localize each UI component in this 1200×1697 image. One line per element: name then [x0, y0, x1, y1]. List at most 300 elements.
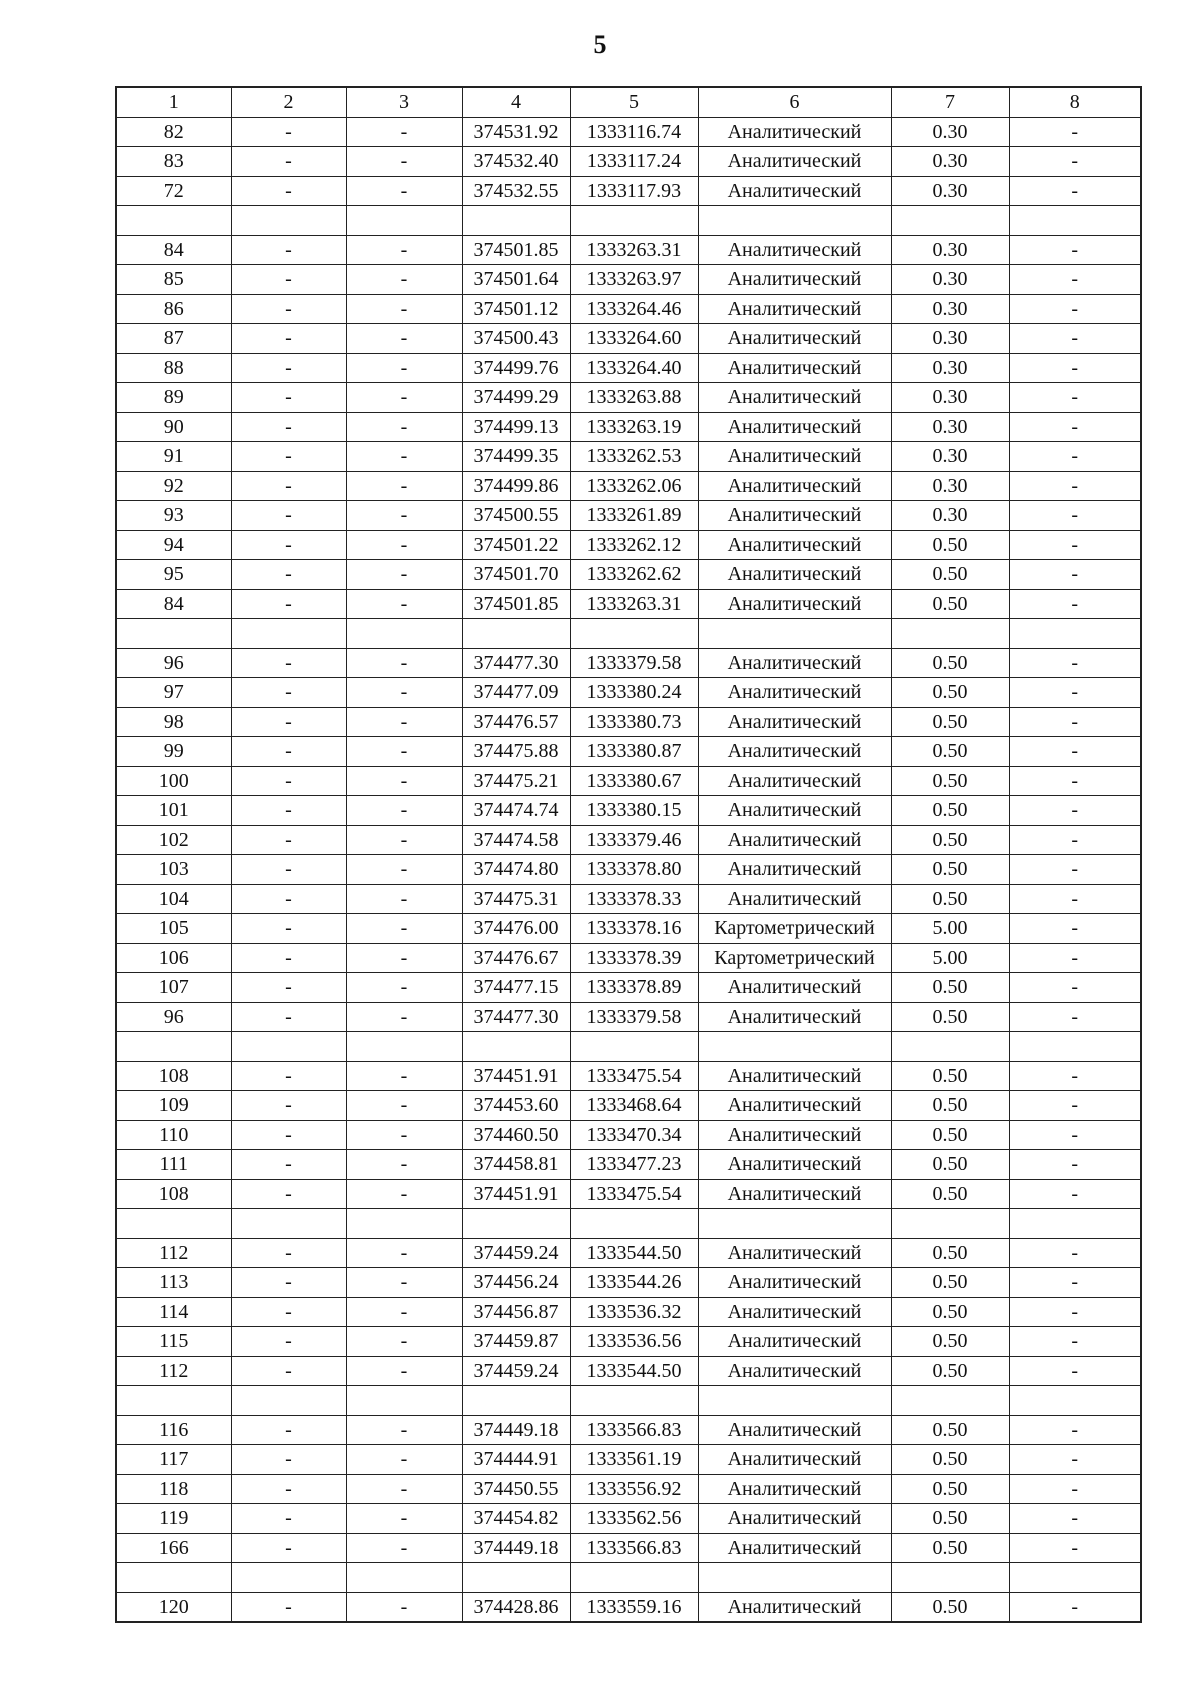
cell-coord-y: 1333262.12: [570, 530, 698, 560]
cell-col-2: [231, 1386, 346, 1416]
cell-point-number: 96: [116, 1002, 231, 1032]
cell-col-8: -: [1009, 943, 1141, 973]
cell-col-3: -: [346, 884, 462, 914]
cell-col-2: -: [231, 796, 346, 826]
cell-point-number: 103: [116, 855, 231, 885]
cell-coord-x: 374499.13: [462, 412, 570, 442]
cell-method: Аналитический: [698, 1445, 891, 1475]
cell-accuracy: 0.50: [891, 1150, 1009, 1180]
cell-col-8: -: [1009, 471, 1141, 501]
cell-coord-y: 1333566.83: [570, 1415, 698, 1445]
cell-accuracy: 0.50: [891, 1297, 1009, 1327]
cell-col-3: -: [346, 294, 462, 324]
cell-point-number: 95: [116, 560, 231, 590]
table-row: [116, 737, 1141, 767]
table-row: [116, 1091, 1141, 1121]
header-row: [116, 87, 1141, 117]
cell-method: Аналитический: [698, 884, 891, 914]
cell-col-2: -: [231, 176, 346, 206]
cell-col-2: -: [231, 442, 346, 472]
cell-point-number: 93: [116, 501, 231, 531]
cell-col-2: -: [231, 1327, 346, 1357]
cell-point-number: 115: [116, 1327, 231, 1357]
cell-col-8: -: [1009, 1533, 1141, 1563]
cell-col-3: -: [346, 707, 462, 737]
table-row: [116, 678, 1141, 708]
cell-col-3: -: [346, 973, 462, 1003]
cell-coord-y: 1333117.93: [570, 176, 698, 206]
cell-point-number: 101: [116, 796, 231, 826]
cell-coord-x: 374456.87: [462, 1297, 570, 1327]
cell-coord-x: 374501.70: [462, 560, 570, 590]
cell-col-8: -: [1009, 530, 1141, 560]
table-row: [116, 471, 1141, 501]
cell-coord-x: [462, 206, 570, 236]
cell-coord-y: [570, 206, 698, 236]
cell-accuracy: 0.50: [891, 648, 1009, 678]
cell-coord-y: 1333536.32: [570, 1297, 698, 1327]
cell-point-number: 110: [116, 1120, 231, 1150]
cell-accuracy: 0.50: [891, 707, 1009, 737]
separator-row: [116, 206, 1141, 236]
cell-col-2: -: [231, 678, 346, 708]
cell-accuracy: 0.50: [891, 1238, 1009, 1268]
column-header-3: 3: [346, 87, 462, 117]
cell-method: Аналитический: [698, 560, 891, 590]
cell-accuracy: 0.30: [891, 383, 1009, 413]
cell-col-3: [346, 1563, 462, 1593]
cell-point-number: 119: [116, 1504, 231, 1534]
cell-coord-x: 374454.82: [462, 1504, 570, 1534]
cell-col-8: -: [1009, 1179, 1141, 1209]
cell-coord-x: 374451.91: [462, 1179, 570, 1209]
cell-coord-y: 1333264.46: [570, 294, 698, 324]
cell-point-number: 91: [116, 442, 231, 472]
cell-coord-x: 374474.58: [462, 825, 570, 855]
cell-col-8: -: [1009, 353, 1141, 383]
cell-col-3: -: [346, 914, 462, 944]
cell-point-number: 105: [116, 914, 231, 944]
table-row: [116, 1533, 1141, 1563]
cell-col-3: -: [346, 176, 462, 206]
cell-accuracy: 0.30: [891, 294, 1009, 324]
cell-col-2: -: [231, 501, 346, 531]
cell-method: Аналитический: [698, 1415, 891, 1445]
cell-col-2: [231, 619, 346, 649]
cell-col-8: -: [1009, 855, 1141, 885]
cell-accuracy: 0.50: [891, 1179, 1009, 1209]
cell-method: Аналитический: [698, 973, 891, 1003]
cell-coord-x: 374500.55: [462, 501, 570, 531]
cell-coord-y: 1333379.58: [570, 1002, 698, 1032]
cell-col-2: -: [231, 1120, 346, 1150]
table-row: [116, 1327, 1141, 1357]
cell-coord-x: 374444.91: [462, 1445, 570, 1475]
cell-coord-y: 1333380.15: [570, 796, 698, 826]
cell-method: Аналитический: [698, 442, 891, 472]
table-row: [116, 1592, 1141, 1622]
cell-method: Аналитический: [698, 1268, 891, 1298]
table-row: [116, 766, 1141, 796]
cell-coord-y: 1333262.62: [570, 560, 698, 590]
cell-point-number: 84: [116, 589, 231, 619]
cell-coord-x: 374475.88: [462, 737, 570, 767]
cell-col-8: [1009, 206, 1141, 236]
cell-point-number: 113: [116, 1268, 231, 1298]
cell-col-8: -: [1009, 294, 1141, 324]
cell-coord-x: 374450.55: [462, 1474, 570, 1504]
table-row: [116, 176, 1141, 206]
cell-col-2: -: [231, 294, 346, 324]
cell-coord-y: 1333562.56: [570, 1504, 698, 1534]
cell-col-3: -: [346, 324, 462, 354]
cell-coord-x: 374475.31: [462, 884, 570, 914]
cell-coord-y: 1333380.73: [570, 707, 698, 737]
cell-coord-x: 374501.22: [462, 530, 570, 560]
cell-col-2: -: [231, 943, 346, 973]
cell-col-8: [1009, 619, 1141, 649]
cell-col-3: -: [346, 1150, 462, 1180]
cell-col-2: -: [231, 737, 346, 767]
cell-col-3: -: [346, 530, 462, 560]
cell-col-8: -: [1009, 1150, 1141, 1180]
cell-coord-x: 374476.67: [462, 943, 570, 973]
table-row: [116, 235, 1141, 265]
cell-point-number: 86: [116, 294, 231, 324]
cell-col-2: -: [231, 1533, 346, 1563]
cell-method: Аналитический: [698, 766, 891, 796]
cell-method: Аналитический: [698, 383, 891, 413]
cell-method: [698, 206, 891, 236]
cell-coord-y: 1333263.97: [570, 265, 698, 295]
cell-coord-x: 374501.85: [462, 235, 570, 265]
cell-col-2: -: [231, 1474, 346, 1504]
table-row: [116, 1238, 1141, 1268]
cell-col-2: -: [231, 1356, 346, 1386]
cell-col-2: -: [231, 973, 346, 1003]
cell-point-number: 118: [116, 1474, 231, 1504]
cell-point-number: 114: [116, 1297, 231, 1327]
cell-col-8: -: [1009, 1592, 1141, 1622]
cell-point-number: 120: [116, 1592, 231, 1622]
cell-col-2: -: [231, 766, 346, 796]
cell-col-8: -: [1009, 1238, 1141, 1268]
cell-col-3: -: [346, 412, 462, 442]
cell-accuracy: 0.50: [891, 589, 1009, 619]
cell-accuracy: 0.50: [891, 737, 1009, 767]
cell-col-2: -: [231, 1238, 346, 1268]
cell-col-8: -: [1009, 678, 1141, 708]
cell-coord-y: 1333262.53: [570, 442, 698, 472]
cell-accuracy: 0.30: [891, 353, 1009, 383]
cell-col-8: -: [1009, 117, 1141, 147]
cell-coord-y: 1333380.87: [570, 737, 698, 767]
cell-method: Картометрический: [698, 914, 891, 944]
cell-col-3: [346, 1032, 462, 1062]
cell-col-3: -: [346, 1415, 462, 1445]
cell-point-number: 89: [116, 383, 231, 413]
cell-point-number: 96: [116, 648, 231, 678]
cell-coord-x: 374477.15: [462, 973, 570, 1003]
cell-col-2: [231, 1563, 346, 1593]
cell-method: Аналитический: [698, 678, 891, 708]
cell-col-3: -: [346, 1356, 462, 1386]
cell-col-8: -: [1009, 383, 1141, 413]
cell-col-2: -: [231, 383, 346, 413]
cell-accuracy: 0.50: [891, 560, 1009, 590]
cell-col-3: -: [346, 589, 462, 619]
cell-col-3: -: [346, 471, 462, 501]
cell-method: [698, 1386, 891, 1416]
cell-coord-x: 374532.55: [462, 176, 570, 206]
table-row: [116, 973, 1141, 1003]
cell-coord-x: 374449.18: [462, 1415, 570, 1445]
table-row: [116, 1268, 1141, 1298]
table-row: [116, 1356, 1141, 1386]
cell-col-2: [231, 206, 346, 236]
cell-col-3: -: [346, 737, 462, 767]
cell-col-3: -: [346, 1327, 462, 1357]
cell-coord-y: 1333379.58: [570, 648, 698, 678]
cell-col-3: -: [346, 560, 462, 590]
cell-col-3: -: [346, 235, 462, 265]
cell-col-8: -: [1009, 265, 1141, 295]
cell-col-3: -: [346, 855, 462, 885]
cell-col-8: -: [1009, 1002, 1141, 1032]
table-row: [116, 1504, 1141, 1534]
cell-method: Аналитический: [698, 855, 891, 885]
cell-method: Аналитический: [698, 1592, 891, 1622]
cell-point-number: 104: [116, 884, 231, 914]
cell-point-number: 94: [116, 530, 231, 560]
table-row: [116, 825, 1141, 855]
cell-coord-y: 1333561.19: [570, 1445, 698, 1475]
cell-col-2: -: [231, 1592, 346, 1622]
cell-method: Аналитический: [698, 1356, 891, 1386]
table-row: [116, 1002, 1141, 1032]
cell-point-number: 92: [116, 471, 231, 501]
cell-col-8: -: [1009, 914, 1141, 944]
cell-coord-y: 1333544.26: [570, 1268, 698, 1298]
cell-coord-y: 1333379.46: [570, 825, 698, 855]
cell-accuracy: 0.30: [891, 235, 1009, 265]
cell-coord-x: 374474.74: [462, 796, 570, 826]
cell-accuracy: [891, 1209, 1009, 1239]
cell-method: Аналитический: [698, 1474, 891, 1504]
cell-accuracy: [891, 619, 1009, 649]
cell-accuracy: 0.50: [891, 796, 1009, 826]
cell-coord-x: 374449.18: [462, 1533, 570, 1563]
cell-col-2: -: [231, 707, 346, 737]
cell-method: Аналитический: [698, 589, 891, 619]
cell-point-number: [116, 206, 231, 236]
cell-accuracy: 0.50: [891, 678, 1009, 708]
cell-coord-x: 374500.43: [462, 324, 570, 354]
column-header-2: 2: [231, 87, 346, 117]
cell-col-8: -: [1009, 1445, 1141, 1475]
table-row: [116, 1179, 1141, 1209]
cell-col-2: -: [231, 1415, 346, 1445]
cell-accuracy: 0.50: [891, 855, 1009, 885]
cell-col-2: -: [231, 560, 346, 590]
cell-accuracy: [891, 1563, 1009, 1593]
cell-coord-y: 1333477.23: [570, 1150, 698, 1180]
cell-accuracy: 0.50: [891, 1445, 1009, 1475]
column-header-4: 4: [462, 87, 570, 117]
column-header-1: 1: [116, 87, 231, 117]
cell-col-8: -: [1009, 442, 1141, 472]
cell-point-number: [116, 1032, 231, 1062]
cell-accuracy: 0.50: [891, 1474, 1009, 1504]
cell-col-2: -: [231, 825, 346, 855]
cell-coord-y: 1333544.50: [570, 1238, 698, 1268]
cell-point-number: 112: [116, 1238, 231, 1268]
cell-col-3: -: [346, 1445, 462, 1475]
cell-coord-x: [462, 619, 570, 649]
cell-coord-x: 374501.85: [462, 589, 570, 619]
cell-method: Аналитический: [698, 1150, 891, 1180]
cell-coord-y: 1333380.24: [570, 678, 698, 708]
cell-coord-x: 374499.35: [462, 442, 570, 472]
cell-col-2: -: [231, 117, 346, 147]
cell-method: Аналитический: [698, 1238, 891, 1268]
cell-col-3: -: [346, 1474, 462, 1504]
cell-method: Аналитический: [698, 1504, 891, 1534]
table-row: [116, 1445, 1141, 1475]
cell-point-number: [116, 619, 231, 649]
separator-row: [116, 619, 1141, 649]
cell-col-8: -: [1009, 1297, 1141, 1327]
cell-coord-y: 1333263.31: [570, 235, 698, 265]
cell-col-8: -: [1009, 1474, 1141, 1504]
cell-coord-y: 1333116.74: [570, 117, 698, 147]
cell-method: Аналитический: [698, 294, 891, 324]
cell-col-8: -: [1009, 501, 1141, 531]
cell-coord-x: 374458.81: [462, 1150, 570, 1180]
cell-coord-x: 374499.86: [462, 471, 570, 501]
table-row: [116, 560, 1141, 590]
cell-col-3: -: [346, 1061, 462, 1091]
cell-accuracy: 5.00: [891, 914, 1009, 944]
cell-method: Аналитический: [698, 648, 891, 678]
cell-col-8: -: [1009, 176, 1141, 206]
cell-coord-x: 374501.64: [462, 265, 570, 295]
table-row: [116, 884, 1141, 914]
cell-point-number: 83: [116, 147, 231, 177]
page-number: 5: [593, 30, 607, 59]
cell-col-3: [346, 1209, 462, 1239]
cell-coord-y: 1333468.64: [570, 1091, 698, 1121]
cell-coord-x: [462, 1209, 570, 1239]
cell-coord-y: 1333263.88: [570, 383, 698, 413]
cell-accuracy: 0.30: [891, 442, 1009, 472]
cell-col-3: -: [346, 648, 462, 678]
cell-coord-x: 374476.57: [462, 707, 570, 737]
cell-col-3: -: [346, 1533, 462, 1563]
cell-coord-y: 1333470.34: [570, 1120, 698, 1150]
cell-coord-x: 374499.76: [462, 353, 570, 383]
cell-col-3: -: [346, 442, 462, 472]
cell-coord-x: 374459.24: [462, 1356, 570, 1386]
cell-col-8: -: [1009, 648, 1141, 678]
table-row: [116, 589, 1141, 619]
cell-col-3: -: [346, 796, 462, 826]
cell-col-2: [231, 1209, 346, 1239]
cell-method: Аналитический: [698, 1061, 891, 1091]
cell-method: [698, 1209, 891, 1239]
cell-col-2: [231, 1032, 346, 1062]
cell-coord-y: 1333264.60: [570, 324, 698, 354]
cell-point-number: 100: [116, 766, 231, 796]
cell-col-2: -: [231, 648, 346, 678]
cell-col-8: -: [1009, 1504, 1141, 1534]
cell-col-2: -: [231, 589, 346, 619]
cell-point-number: [116, 1386, 231, 1416]
cell-col-3: [346, 619, 462, 649]
cell-col-8: [1009, 1563, 1141, 1593]
cell-col-2: -: [231, 1179, 346, 1209]
cell-method: Аналитический: [698, 501, 891, 531]
cell-col-3: -: [346, 117, 462, 147]
cell-coord-y: 1333536.56: [570, 1327, 698, 1357]
cell-point-number: 97: [116, 678, 231, 708]
cell-col-8: [1009, 1032, 1141, 1062]
cell-accuracy: [891, 1032, 1009, 1062]
cell-coord-x: 374456.24: [462, 1268, 570, 1298]
cell-coord-x: 374460.50: [462, 1120, 570, 1150]
cell-method: Аналитический: [698, 176, 891, 206]
cell-point-number: 84: [116, 235, 231, 265]
cell-coord-x: 374459.87: [462, 1327, 570, 1357]
cell-method: Аналитический: [698, 235, 891, 265]
cell-accuracy: 0.30: [891, 265, 1009, 295]
table-row: [116, 147, 1141, 177]
cell-method: Аналитический: [698, 147, 891, 177]
cell-accuracy: 0.50: [891, 530, 1009, 560]
table-row: [116, 412, 1141, 442]
cell-method: Аналитический: [698, 1327, 891, 1357]
cell-coord-y: 1333380.67: [570, 766, 698, 796]
cell-coord-x: 374499.29: [462, 383, 570, 413]
table-row: [116, 1120, 1141, 1150]
cell-coord-y: 1333378.80: [570, 855, 698, 885]
cell-coord-y: 1333378.16: [570, 914, 698, 944]
cell-point-number: 116: [116, 1415, 231, 1445]
cell-col-2: -: [231, 1297, 346, 1327]
table-row: [116, 501, 1141, 531]
cell-point-number: [116, 1563, 231, 1593]
cell-coord-x: [462, 1563, 570, 1593]
cell-col-8: -: [1009, 884, 1141, 914]
cell-accuracy: [891, 1386, 1009, 1416]
table-row: [116, 648, 1141, 678]
cell-point-number: 87: [116, 324, 231, 354]
table-row: [116, 1150, 1141, 1180]
table-row: [116, 294, 1141, 324]
cell-method: Аналитический: [698, 737, 891, 767]
cell-coord-y: 1333544.50: [570, 1356, 698, 1386]
table-row: [116, 383, 1141, 413]
separator-row: [116, 1209, 1141, 1239]
cell-point-number: 106: [116, 943, 231, 973]
cell-accuracy: 0.30: [891, 471, 1009, 501]
table-row: [116, 1061, 1141, 1091]
cell-col-2: -: [231, 147, 346, 177]
cell-coord-x: 374453.60: [462, 1091, 570, 1121]
cell-point-number: 90: [116, 412, 231, 442]
cell-col-3: -: [346, 825, 462, 855]
cell-accuracy: 0.30: [891, 117, 1009, 147]
